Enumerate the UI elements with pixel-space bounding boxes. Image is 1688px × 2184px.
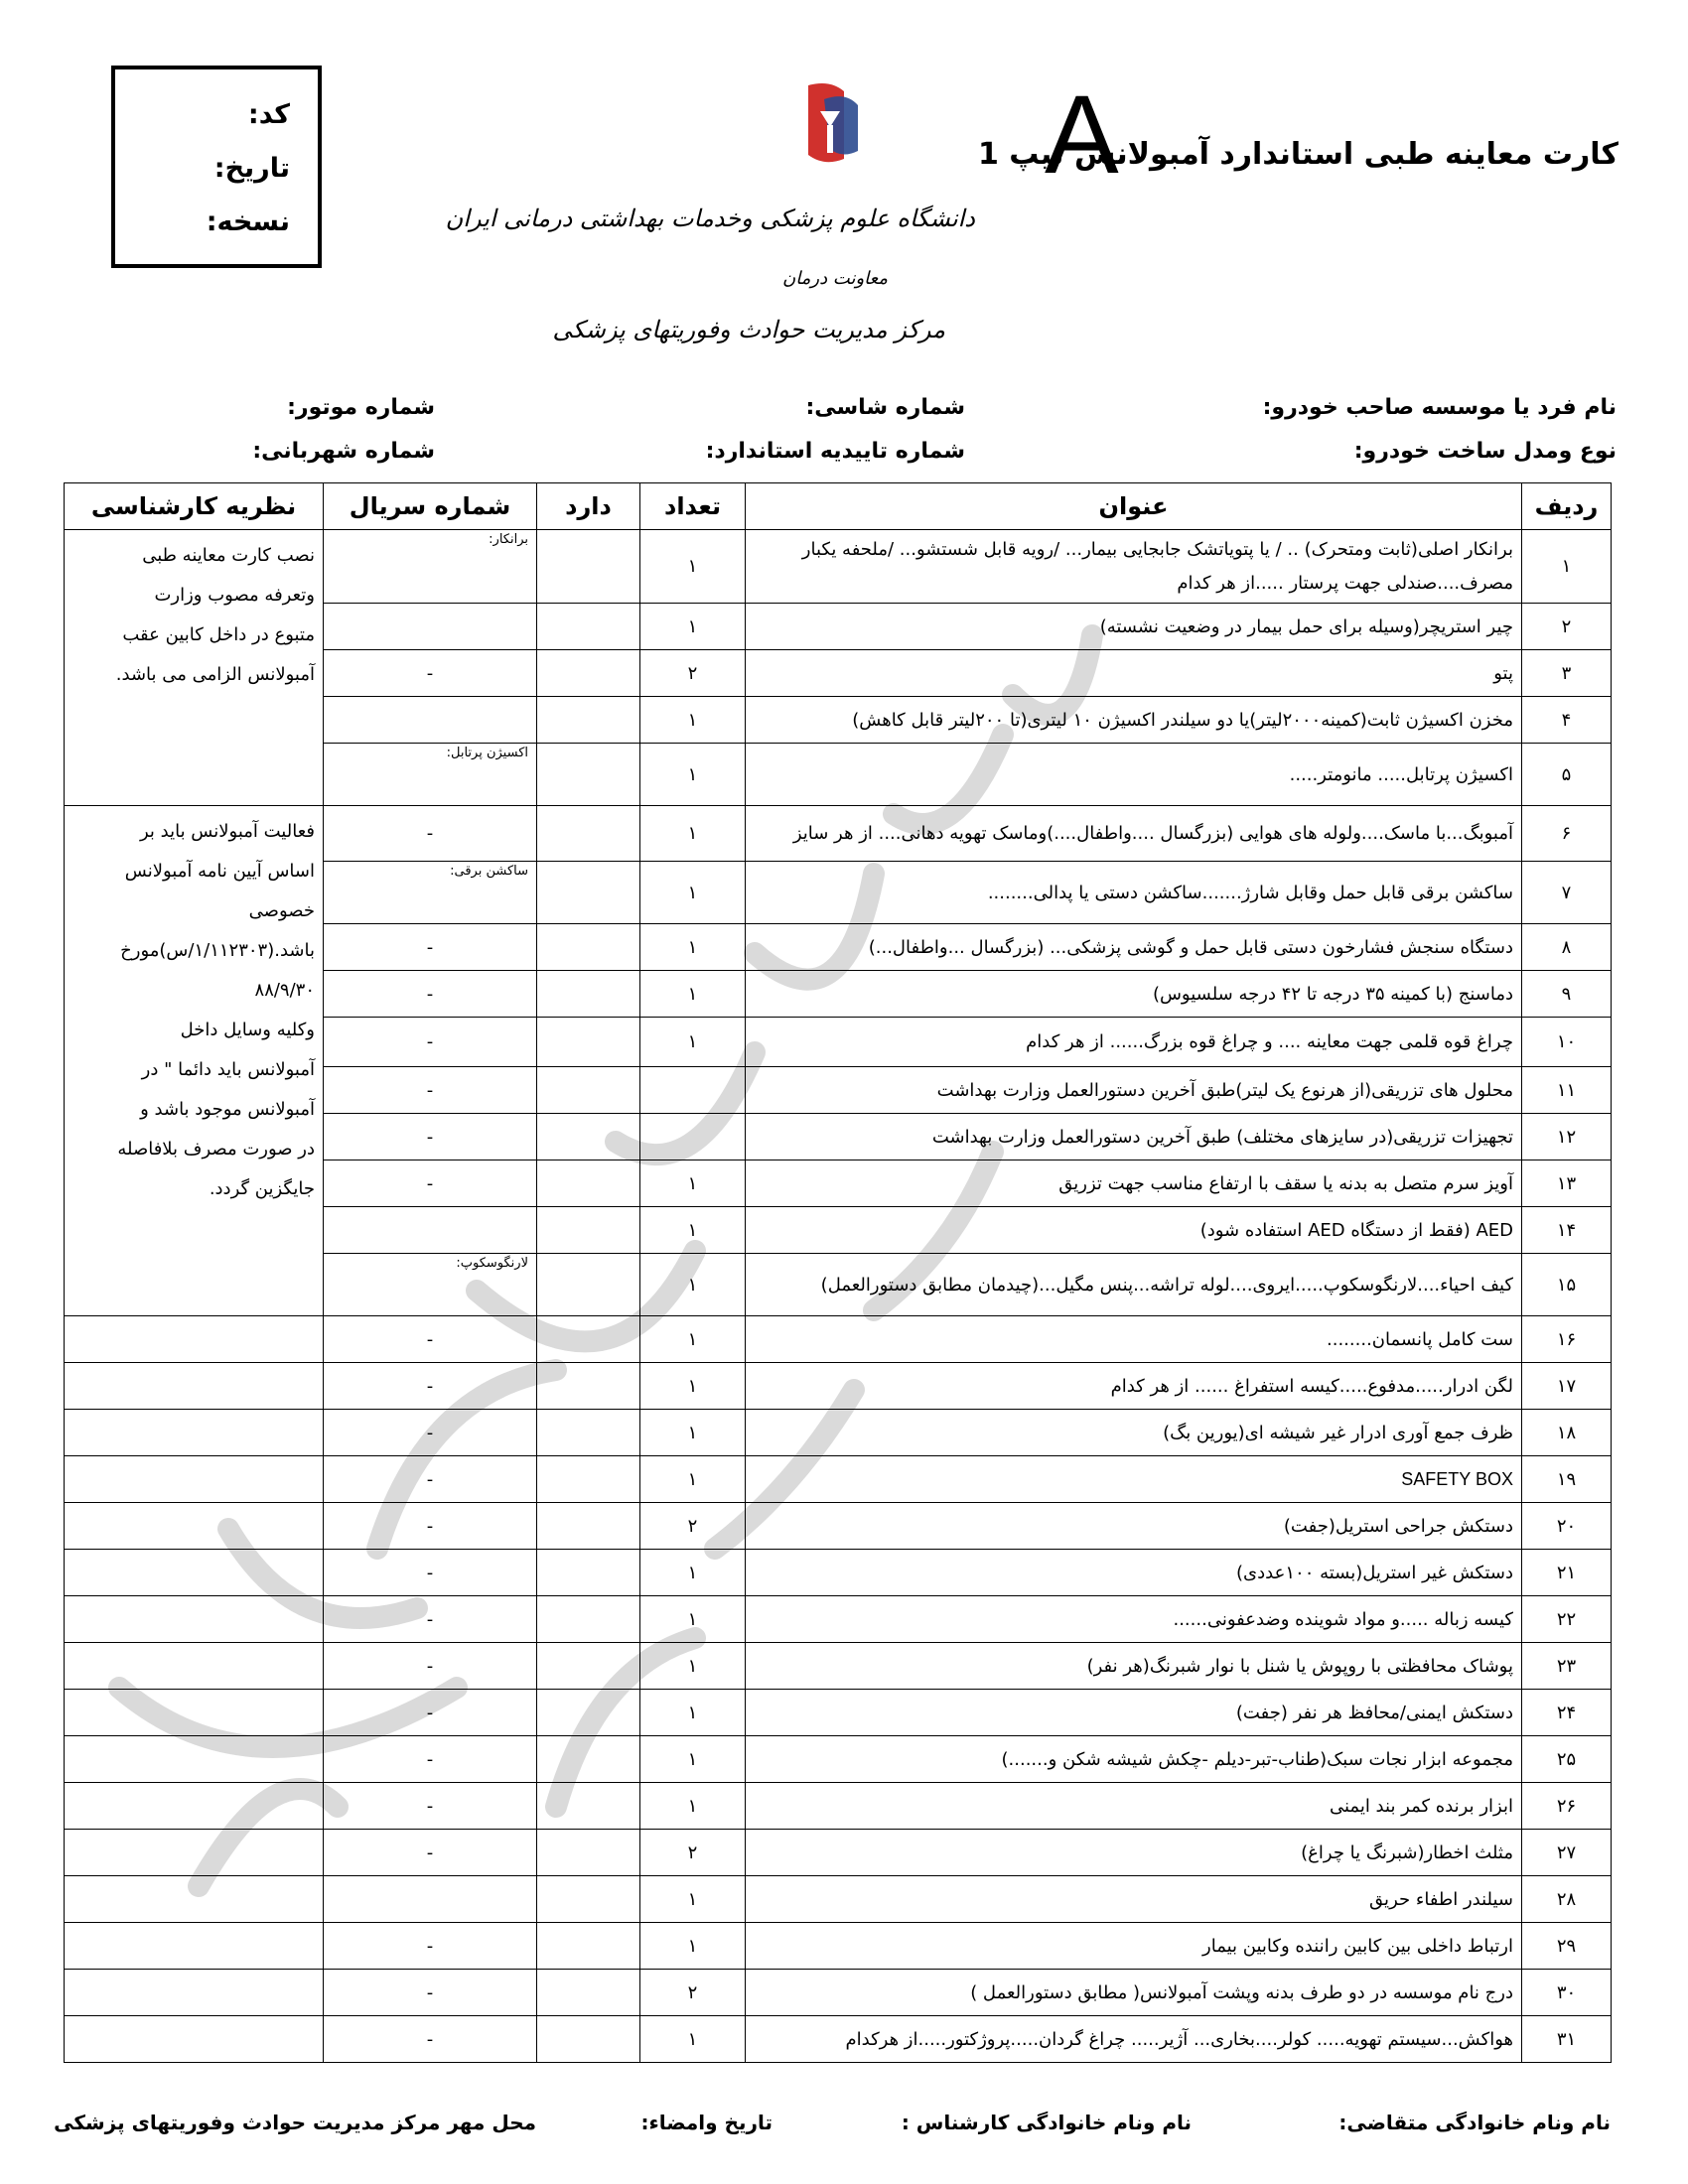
row-number: ۲۷ (1522, 1830, 1612, 1876)
col-header-row: ردیف (1522, 483, 1612, 530)
row-number: ۳۱ (1522, 2016, 1612, 2063)
row-serial[interactable] (324, 650, 537, 697)
footer-applicant: نام ونام خانوادگی متقاضی: (1338, 2111, 1611, 2134)
opinion-line: ۸۸/۹/۳۰ (254, 980, 315, 1001)
table-row (65, 1736, 1612, 1783)
row-has-checkbox[interactable] (537, 1018, 640, 1067)
row-has-checkbox[interactable] (537, 971, 640, 1018)
row-count: ۱ (640, 744, 746, 806)
row-number: ۱۷ (1522, 1363, 1612, 1410)
opinion-line: جایگزین گردد. (209, 1178, 315, 1199)
row-title: AED (فقط از دستگاه AED استفاده شود) (746, 1207, 1522, 1254)
row-has-checkbox[interactable] (537, 1876, 640, 1923)
row-number: ۴ (1522, 697, 1612, 744)
row-title: کیسه زباله .....و مواد شوینده وضدعفونی...... (746, 1596, 1522, 1643)
row-opinion[interactable] (65, 1550, 324, 1596)
serial-value: - (426, 1328, 434, 1350)
row-title: ارتباط داخلی بین کابین راننده وکابین بیمار (746, 1923, 1522, 1970)
row-has-checkbox[interactable] (537, 530, 640, 604)
row-title: ساکشن برقی قابل حمل وقابل شارژ.......ساکشن دستی یا پدالی........ (746, 862, 1522, 924)
expert-opinion (65, 806, 324, 1316)
row-title: دستکش ایمنی/محافظ هر نفر (جفت) (746, 1690, 1522, 1736)
serial-value: - (426, 1981, 434, 2003)
row-count: ۱ (640, 924, 746, 971)
row-has-checkbox[interactable] (537, 1316, 640, 1363)
row-opinion[interactable] (65, 1643, 324, 1690)
row-count: ۱ (640, 1643, 746, 1690)
row-has-checkbox[interactable] (537, 744, 640, 806)
row-number: ۲۸ (1522, 1876, 1612, 1923)
row-count: ۲ (640, 1970, 746, 2016)
row-serial[interactable] (324, 2016, 537, 2063)
row-count: ۱ (640, 1160, 746, 1207)
row-title: کیف احیاء....لارنگوسکوپ.....ایروی....لوله تراشه...پنس مگیل...(چیدمان مطابق دستورالعمل) (746, 1254, 1522, 1316)
table-row (65, 806, 1612, 862)
equipment-table (64, 482, 1612, 2063)
deputy-name: معاونت درمان (782, 268, 888, 289)
row-has-checkbox[interactable] (537, 924, 640, 971)
serial-value: - (426, 662, 434, 684)
row-title: چیر استریچر(وسیله برای حمل بیمار در وضعیت نشسته) (746, 604, 1522, 650)
serial-value: - (426, 1655, 434, 1677)
serial-value: - (426, 823, 434, 844)
row-number: ۲ (1522, 604, 1612, 650)
row-has-checkbox[interactable] (537, 1456, 640, 1503)
opinion-line: خصوصی (248, 900, 315, 921)
row-opinion[interactable] (65, 1456, 324, 1503)
row-number: ۲۱ (1522, 1550, 1612, 1596)
row-has-checkbox[interactable] (537, 2016, 640, 2063)
row-has-checkbox[interactable] (537, 1830, 640, 1876)
row-title: سیلندر اطفاء حریق (746, 1876, 1522, 1923)
row-number: ۱۳ (1522, 1160, 1612, 1207)
serial-value: - (426, 1468, 434, 1490)
col-header-has: دارد (537, 483, 640, 530)
row-has-checkbox[interactable] (537, 1410, 640, 1456)
row-count (640, 1114, 746, 1160)
row-serial[interactable] (324, 604, 537, 650)
row-has-checkbox[interactable] (537, 1067, 640, 1114)
row-title: درج نام موسسه در دو طرف بدنه وپشت آمبولانس( مطابق دستورالعمل ) (746, 1970, 1522, 2016)
row-serial[interactable] (324, 1970, 537, 2016)
row-count: ۱ (640, 2016, 746, 2063)
chassis-label: شماره شاسی: (805, 395, 965, 420)
opinion-line: اساس آیین نامه آمبولانس (124, 861, 315, 882)
opinion-line: باشد.(۱/۱۱۲۳۰۳/س)مورخ (120, 940, 315, 961)
page-title: کارت معاینه طبی استاندارد آمبولانس تیپ 1 (977, 137, 1618, 172)
row-count: ۱ (640, 1363, 746, 1410)
row-has-checkbox[interactable] (537, 1596, 640, 1643)
serial-value: - (426, 1515, 434, 1537)
row-count: ۲ (640, 1503, 746, 1550)
row-serial[interactable] (324, 1783, 537, 1830)
row-count: ۱ (640, 697, 746, 744)
row-count: ۱ (640, 1736, 746, 1783)
col-header-serial: شماره سریال (324, 483, 537, 530)
row-opinion[interactable] (65, 1783, 324, 1830)
row-serial[interactable] (324, 924, 537, 971)
row-has-checkbox[interactable] (537, 1503, 640, 1550)
serial-label: اکسیژن پرتابل: (446, 746, 528, 760)
row-count: ۱ (640, 862, 746, 924)
standard-label: شماره تاییدیه استاندارد: (705, 439, 965, 464)
row-title: دماسنج (با کمینه ۳۵ درجه تا ۴۲ درجه سلسیوس) (746, 971, 1522, 1018)
row-title: مثلث اخطار(شبرنگ یا چراغ) (746, 1830, 1522, 1876)
table-row (65, 1550, 1612, 1596)
row-serial[interactable] (324, 1254, 537, 1316)
row-serial[interactable] (324, 1207, 537, 1254)
police-label: شماره شهربانی: (252, 439, 435, 464)
table-row (65, 1316, 1612, 1363)
row-has-checkbox[interactable] (537, 650, 640, 697)
col-header-title: عنوان (746, 483, 1522, 530)
serial-value: - (426, 1079, 434, 1101)
serial-value: - (426, 1031, 434, 1052)
row-number: ۱۶ (1522, 1316, 1612, 1363)
row-count (640, 1067, 746, 1114)
row-serial[interactable] (324, 1067, 537, 1114)
row-has-checkbox[interactable] (537, 604, 640, 650)
table-body (65, 530, 1612, 2063)
row-opinion[interactable] (65, 1363, 324, 1410)
table-row (65, 1923, 1612, 1970)
row-opinion[interactable] (65, 1596, 324, 1643)
row-serial[interactable] (324, 1160, 537, 1207)
row-opinion[interactable] (65, 1736, 324, 1783)
row-serial[interactable] (324, 1923, 537, 1970)
serial-value: - (426, 983, 434, 1005)
ministry-logo-icon (794, 81, 866, 169)
serial-label: ساکشن برقی: (450, 864, 528, 879)
row-serial[interactable] (324, 1503, 537, 1550)
serial-value: - (426, 1375, 434, 1397)
footer-expert: نام ونام خانوادگی کارشناس : (901, 2111, 1192, 2134)
row-count: ۱ (640, 1550, 746, 1596)
opinion-line: آمبولانس الزامی می باشد. (115, 664, 315, 685)
row-title: ست کامل پانسمان........ (746, 1316, 1522, 1363)
row-opinion[interactable] (65, 1316, 324, 1363)
row-has-checkbox[interactable] (537, 1690, 640, 1736)
row-serial[interactable] (324, 1643, 537, 1690)
row-has-checkbox[interactable] (537, 1160, 640, 1207)
row-has-checkbox[interactable] (537, 1254, 640, 1316)
row-count: ۱ (640, 1596, 746, 1643)
row-title: چراغ قوه قلمی جهت معاینه .... و چراغ قوه بزرگ...... از هر کدام (746, 1018, 1522, 1067)
row-number: ۸ (1522, 924, 1612, 971)
row-number: ۲۰ (1522, 1503, 1612, 1550)
serial-value: - (426, 1702, 434, 1723)
opinion-line: آمبولانس موجود باشد و (140, 1099, 315, 1120)
serial-value: - (426, 1172, 434, 1194)
row-has-checkbox[interactable] (537, 697, 640, 744)
row-count: ۱ (640, 806, 746, 862)
opinion-line: فعالیت آمبولانس باید بر (139, 821, 315, 842)
row-number: ۲۹ (1522, 1923, 1612, 1970)
col-header-opinion: نظریه کارشناسی (65, 483, 324, 530)
table-row (65, 1783, 1612, 1830)
table-row (65, 530, 1612, 604)
row-serial[interactable] (324, 697, 537, 744)
row-number: ۱۴ (1522, 1207, 1612, 1254)
row-has-checkbox[interactable] (537, 1923, 640, 1970)
row-serial[interactable] (324, 1363, 537, 1410)
row-serial[interactable] (324, 1114, 537, 1160)
row-number: ۱ (1522, 530, 1612, 604)
row-count: ۱ (640, 971, 746, 1018)
row-serial[interactable] (324, 1018, 537, 1067)
university-name: دانشگاه علوم پزشکی وخدمات بهداشتی درمانی ایران (445, 205, 975, 232)
row-has-checkbox[interactable] (537, 1736, 640, 1783)
row-number: ۲۴ (1522, 1690, 1612, 1736)
row-serial[interactable] (324, 971, 537, 1018)
row-title: آمبوبگ...با ماسک....ولوله های هوایی (بزرگسال ....واطفال....)وماسک تهویه دهانی.... از هر سایز (746, 806, 1522, 862)
ambulance-type-letter: A (1045, 72, 1119, 197)
footer-date-sign: تاریخ وامضاء: (640, 2111, 773, 2134)
row-has-checkbox[interactable] (537, 1550, 640, 1596)
row-title: محلول های تزریقی(از هرنوع یک لیتر)طبق آخرین دستورالعمل وزارت بهداشت (746, 1067, 1522, 1114)
row-serial[interactable] (324, 1830, 537, 1876)
row-opinion[interactable] (65, 1923, 324, 1970)
row-serial[interactable] (324, 806, 537, 862)
row-number: ۱۸ (1522, 1410, 1612, 1456)
copy-label: نسخه: (206, 206, 290, 237)
date-label: تاریخ: (213, 153, 290, 184)
serial-value: - (426, 1842, 434, 1863)
row-count: ۱ (640, 1018, 746, 1067)
row-serial[interactable] (324, 1410, 537, 1456)
serial-label: برانکار: (489, 532, 528, 547)
row-opinion[interactable] (65, 1410, 324, 1456)
row-has-checkbox[interactable] (537, 1207, 640, 1254)
row-number: ۳ (1522, 650, 1612, 697)
row-opinion[interactable] (65, 1970, 324, 2016)
table-row (65, 1970, 1612, 2016)
opinion-line: در صورت مصرف بلافاصله (117, 1139, 315, 1160)
row-title: ابزار برنده کمر بند ایمنی (746, 1783, 1522, 1830)
center-name: مرکز مدیریت حوادث وفوریتهای پزشکی (552, 316, 945, 343)
row-number: ۳۰ (1522, 1970, 1612, 2016)
serial-value: - (426, 1422, 434, 1443)
table-row (65, 1690, 1612, 1736)
row-title: اکسیژن پرتابل..... مانومتر..... (746, 744, 1522, 806)
row-number: ۱۱ (1522, 1067, 1612, 1114)
row-count: ۱ (640, 1876, 746, 1923)
row-serial[interactable] (324, 862, 537, 924)
table-row (65, 2016, 1612, 2063)
row-number: ۹ (1522, 971, 1612, 1018)
row-number: ۲۶ (1522, 1783, 1612, 1830)
table-row (65, 1503, 1612, 1550)
row-count: ۲ (640, 650, 746, 697)
table-row (65, 1643, 1612, 1690)
row-has-checkbox[interactable] (537, 1114, 640, 1160)
row-opinion[interactable] (65, 2016, 324, 2063)
row-serial[interactable] (324, 1690, 537, 1736)
row-opinion[interactable] (65, 1876, 324, 1923)
row-serial[interactable] (324, 744, 537, 806)
row-title: برانکار اصلی(ثابت ومتحرک) .. / یا پتویاتشک جابجایی بیمار... /رویه قابل شستشو... /ملحفه یکبار مصرف....صندلی جهت پرستار .....از هر کدام (746, 530, 1522, 604)
serial-value: - (426, 1795, 434, 1817)
row-serial[interactable] (324, 1876, 537, 1923)
row-number: ۷ (1522, 862, 1612, 924)
row-title: هواکش...سیستم تهویه..... کولر....بخاری... آژیر..... چراغ گردان.....پروژکتور.....از هرکدام (746, 2016, 1522, 2063)
row-number: ۱۰ (1522, 1018, 1612, 1067)
opinion-line: وکلیه وسایل داخل (180, 1020, 315, 1040)
row-number: ۲۲ (1522, 1596, 1612, 1643)
row-has-checkbox[interactable] (537, 1363, 640, 1410)
row-opinion[interactable] (65, 1503, 324, 1550)
row-serial[interactable] (324, 1550, 537, 1596)
row-number: ۶ (1522, 806, 1612, 862)
row-title: دستگاه سنجش فشارخون دستی قابل حمل و گوشی پزشکی... (بزرگسال ...واطفال...) (746, 924, 1522, 971)
opinion-line: نصب کارت معاینه طبی (142, 545, 315, 566)
table-header-row (65, 483, 1612, 530)
row-has-checkbox[interactable] (537, 806, 640, 862)
row-count: ۱ (640, 530, 746, 604)
row-serial[interactable] (324, 1316, 537, 1363)
row-number: ۲۵ (1522, 1736, 1612, 1783)
row-count: ۱ (640, 1316, 746, 1363)
row-count: ۱ (640, 1690, 746, 1736)
engine-label: شماره موتور: (287, 395, 435, 420)
code-box (111, 66, 322, 268)
table-row (65, 1830, 1612, 1876)
row-title: آویز سرم متصل به بدنه یا سقف با ارتفاع مناسب جهت تزریق (746, 1160, 1522, 1207)
serial-label: لارنگوسکوپ: (456, 1256, 528, 1271)
row-title: تجهیزات تزریقی(در سایزهای مختلف) طبق آخرین دستورالعمل وزارت بهداشت (746, 1114, 1522, 1160)
row-has-checkbox[interactable] (537, 1643, 640, 1690)
table-row (65, 1596, 1612, 1643)
row-title: دستکش غیر استریل(بسته ۱۰۰عددی) (746, 1550, 1522, 1596)
row-title: SAFETY BOX (746, 1456, 1522, 1503)
row-serial[interactable] (324, 1456, 537, 1503)
row-title: پتو (746, 650, 1522, 697)
row-count: ۱ (640, 1254, 746, 1316)
row-number: ۱۹ (1522, 1456, 1612, 1503)
table-row (65, 1410, 1612, 1456)
model-label: نوع ومدل ساخت خودرو: (1353, 439, 1617, 464)
row-count: ۱ (640, 1410, 746, 1456)
row-serial[interactable] (324, 1596, 537, 1643)
row-title: لگن ادرار.....مدفوع.....کیسه استفراغ ...... از هر کدام (746, 1363, 1522, 1410)
serial-value: - (426, 1748, 434, 1770)
row-title: مجموعه ابزار نجات سبک(طناب-تبر-دیلم -چکش شیشه شکن و.......) (746, 1736, 1522, 1783)
row-count: ۱ (640, 1456, 746, 1503)
serial-value: - (426, 1935, 434, 1957)
row-count: ۲ (640, 1830, 746, 1876)
row-has-checkbox[interactable] (537, 1783, 640, 1830)
row-opinion[interactable] (65, 1690, 324, 1736)
opinion-line: متبوع در داخل کابین عقب (122, 624, 315, 645)
row-count: ۱ (640, 1923, 746, 1970)
row-title: پوشاک محافظتی با روپوش یا شنل با نوار شبرنگ(هر نفر) (746, 1643, 1522, 1690)
opinion-line: آمبولانس باید دائما " در (141, 1059, 315, 1080)
table-row (65, 1363, 1612, 1410)
serial-value: - (426, 2028, 434, 2050)
serial-value: - (426, 1608, 434, 1630)
row-title: ظرف جمع آوری ادرار غیر شیشه ای(یورین بگ) (746, 1410, 1522, 1456)
row-count: ۱ (640, 1207, 746, 1254)
serial-value: - (426, 1126, 434, 1148)
row-number: ۱۲ (1522, 1114, 1612, 1160)
row-title: مخزن اکسیژن ثابت(کمینه۲۰۰۰لیتر)یا دو سیلندر اکسیژن ۱۰ لیتری(تا ۲۰۰لیتر قابل کاهش) (746, 697, 1522, 744)
row-number: ۱۵ (1522, 1254, 1612, 1316)
row-has-checkbox[interactable] (537, 862, 640, 924)
opinion-line: وتعرفه مصوب وزارت (154, 585, 315, 606)
row-number: ۲۳ (1522, 1643, 1612, 1690)
row-count: ۱ (640, 604, 746, 650)
owner-label: نام فرد یا موسسه صاحب خودرو: (1262, 395, 1617, 420)
table-row (65, 1456, 1612, 1503)
table-row (65, 1876, 1612, 1923)
row-has-checkbox[interactable] (537, 1970, 640, 2016)
row-serial[interactable] (324, 530, 537, 604)
col-header-count: تعداد (640, 483, 746, 530)
row-opinion[interactable] (65, 1830, 324, 1876)
serial-value: - (426, 1562, 434, 1583)
expert-opinion (65, 530, 324, 806)
serial-value: - (426, 936, 434, 958)
row-serial[interactable] (324, 1736, 537, 1783)
footer-stamp: محل مهر مرکز مدیریت حوادث وفوریتهای پزشکی (54, 2111, 536, 2134)
row-title: دستکش جراحی استریل(جفت) (746, 1503, 1522, 1550)
code-label: کد: (247, 99, 290, 130)
row-count: ۱ (640, 1783, 746, 1830)
row-number: ۵ (1522, 744, 1612, 806)
